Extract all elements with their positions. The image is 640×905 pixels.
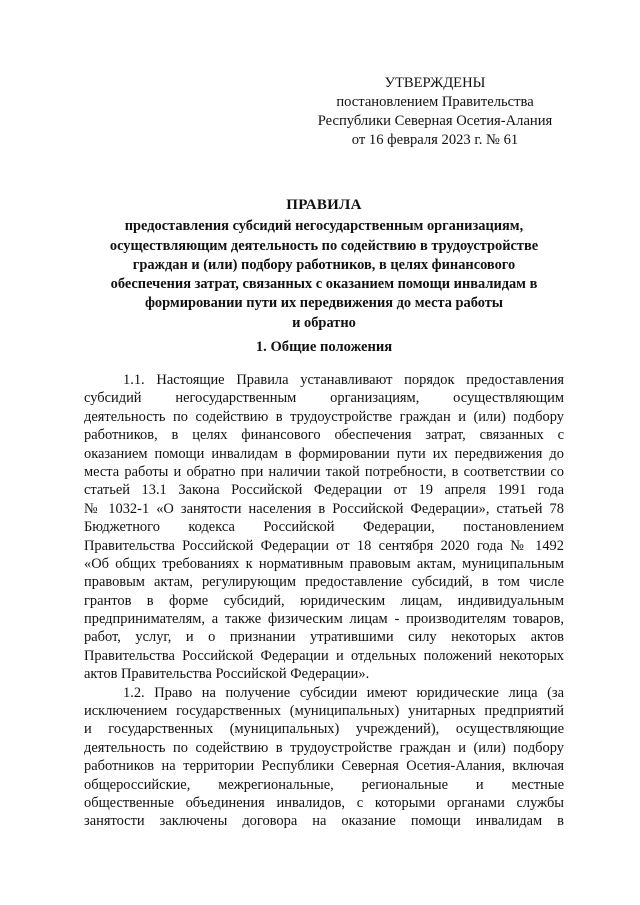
text-line: общественные объединения инвалидов, с которыми органами службы [84,794,564,811]
approval-stamp [300,74,570,150]
text-line: деятельность по содействию в трудоустройстве граждан и (или) подбору [84,739,564,756]
text-line: общероссийские, межрегиональные, региональные и местные [84,776,564,793]
text-line: актов Правительства Российской Федерации». [84,666,370,683]
text-line: работников на территории Республики Северная Осетия-Алания, включая [84,758,564,775]
approval-line: Республики Северная Осетия-Алания [317,113,553,129]
paragraph-1-2 [84,684,564,831]
approval-heading: УТВЕРЖДЕНЫ [384,75,486,91]
text-line: 1.2. Право на получение субсидии имеют юридические лица (за [123,684,564,701]
text-line: исключением государственных (муниципальных) унитарных предприятий [84,703,564,720]
body-text [84,371,564,831]
text-line: места работы и обратно при наличии такой потребности, в соответствии со [84,463,564,480]
text-line: Правительства Российской Федерации от 18 сентября 2020 года № 1492 [84,537,564,554]
text-line: 1.1. Настоящие Правила устанавливают порядок предоставления [123,372,564,388]
text-line: деятельность по содействию в трудоустройстве граждан и (или) подбору [84,408,564,425]
approval-date-line: от 16 февраля 2023 г. № 61 [351,132,519,148]
title-line: предоставления субсидий негосударственным организациям, [124,218,524,235]
text-line: статьей 13.1 Закона Российской Федерации от 19 апреля 1991 года [84,482,564,499]
document-title [84,196,564,333]
text-line: работ, услуг, и о признании утратившими силу некоторых актов [84,629,564,646]
title-line: обеспечения затрат, связанных с оказанием помощи инвалидам в [110,276,538,293]
approval-line: постановлением Правительства [336,94,534,110]
text-line: № 1032-1 «О занятости населения в Российской Федерации», статьей 78 [84,500,564,517]
title-main: ПРАВИЛА [286,197,362,213]
text-line: работников, в целях финансового обеспечения затрат, связанных с [84,427,564,444]
text-line: Правительства Российской Федерации и отдельных положений некоторых [84,647,564,664]
text-line: субсидий негосударственным организациям, осуществляющим [84,390,564,407]
text-line: предпринимателям, а также физическим лицам - производителям товаров, [84,611,564,628]
title-line: осуществляющим деятельность по содействию в трудоустройстве [109,237,539,254]
title-line: формировании пути их передвижения до места работы [144,295,504,312]
title-line: граждан и (или) подбору работников, в целях финансового [132,256,516,273]
section-heading: 1. Общие положения [255,339,393,355]
text-line: Бюджетного кодекса Российской Федерации, постановлением [84,519,564,536]
text-line: правовым актам, регулирующим предоставление субсидий, в том числе [84,574,564,591]
text-line: грантов в форме субсидий, юридическим лицам, индивидуальным [84,592,564,609]
title-line: и обратно [292,314,356,331]
text-line: занятости заключены договора на оказание помощи инвалидам в [84,813,564,830]
paragraph-1-1 [84,371,564,684]
text-line: «Об общих требованиях к нормативным правовым актам, муниципальным [84,555,564,572]
text-line: и государственных (муниципальных) учреждений), осуществляющие [84,721,564,738]
text-line: оказанием помощи инвалидам в формировании пути их передвижения до [84,445,564,462]
